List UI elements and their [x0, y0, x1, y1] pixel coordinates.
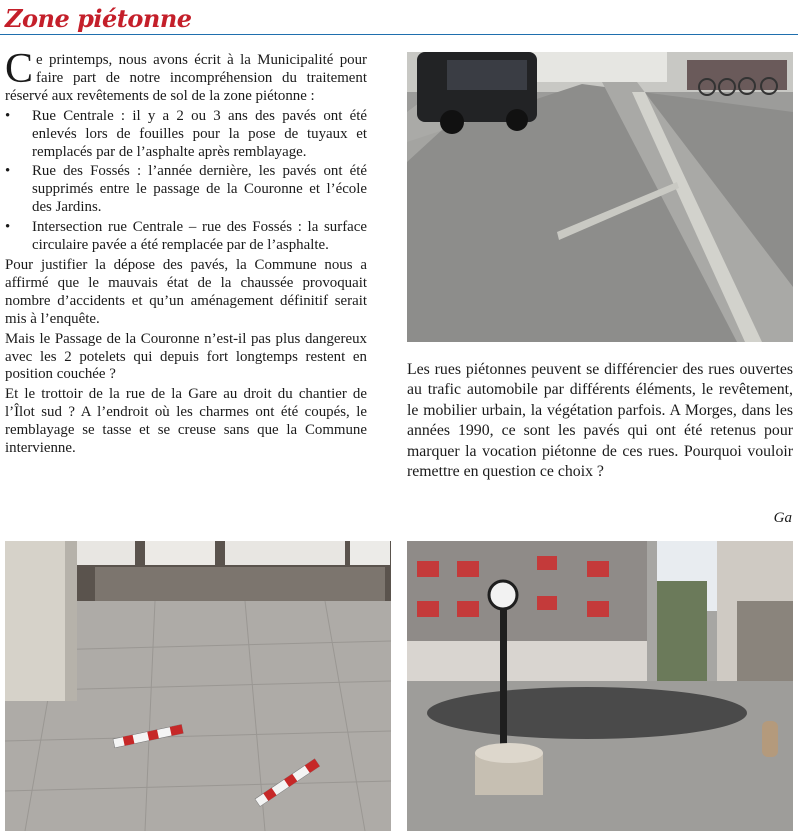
- photo-street-asphalt: [407, 52, 793, 342]
- right-paragraph: Les rues piétonnes peuvent se différencier des rues ouvertes au trafic automobile par différents éléments, le revêtement, le mobilier urbain, la végétation parfois. A Morges, dans les années 1990, ce sont les pavés qui ont été retenus pour marquer la vocation piétonne de ces rues. Pourquoi vouloir remettre en question ce choix ?: [407, 361, 793, 481]
- photo-passage-bollards: [5, 541, 391, 831]
- photo-intersection-circle: [407, 541, 793, 831]
- paragraph-commune: Pour justifier la dépose des pavés, la Commune nous a affirmé que le mauvais état de la chaussée provoquait nombre d’accidents et qu’un aménagement définitif serait mis à l’enquête.: [5, 256, 367, 327]
- paragraph-trottoir: Et le trottoir de la rue de la Gare au droit du chantier de l’Îlot sud ? A l’endroit où les charmes ont été coupés, le remblayage se tasse et se creuse sans que la Commune intervienne.: [5, 386, 367, 457]
- intro-paragraph: [5, 46, 367, 106]
- drop-cap: C: [5, 46, 34, 92]
- signature: Ga: [773, 510, 792, 526]
- left-column: [5, 46, 367, 460]
- paragraph-passage: Mais le Passage de la Couronne n’est-il pas plus dangereux avec les 2 potelets qui depuis fort longtemps restent en position couchée ?: [5, 330, 367, 383]
- bullet-intersection: • Intersection rue Centrale – rue des Fossés : la surface circulaire pavée a été remplacée par de l’asphalte.: [5, 219, 367, 255]
- bullet-rue-centrale: • Rue Centrale : il y a 2 ou 3 ans des pavés ont été enlevés lors de fouilles pour la pose de tuyaux et remplacés par de l’asphalte après remblayage.: [5, 108, 367, 162]
- page-title: Zone piétonne: [5, 4, 192, 33]
- intro-text: e printemps, nous avons écrit à la Municipalité pour faire part de notre incompréhension du traitement réservé aux revêtements de sol de la zone piétonne :: [5, 52, 367, 104]
- title-rule: [0, 34, 798, 35]
- bullet-list: [5, 108, 367, 255]
- right-column: [407, 360, 793, 482]
- bullet-rue-des-fosses: • Rue des Fossés : l’année dernière, les pavés ont été supprimés entre le passage de la Couronne et l’école des Jardins.: [5, 163, 367, 217]
